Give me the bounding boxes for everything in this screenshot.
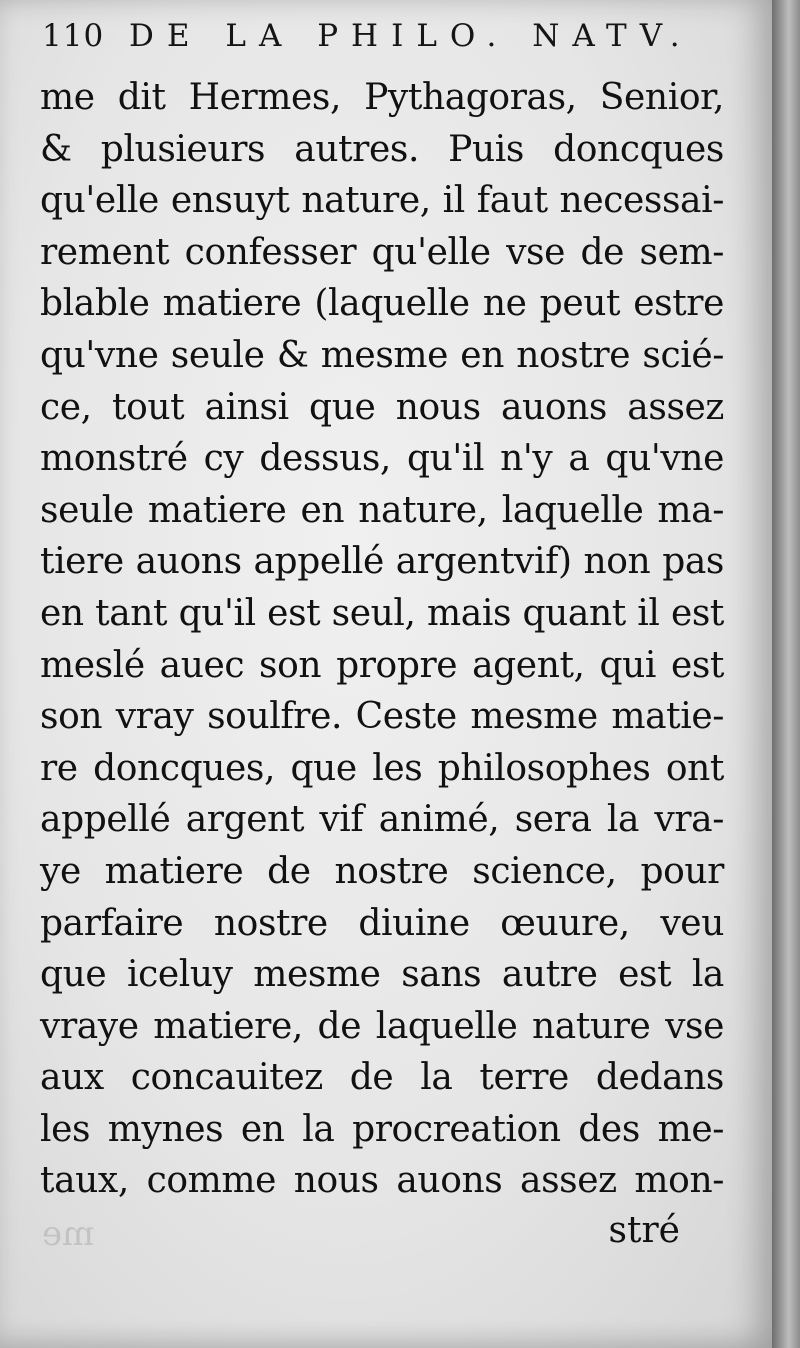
text-line: meslé auec son propre agent, qui est — [40, 644, 724, 686]
text-line: son vray soulfre. Ceste mesme matie- — [40, 696, 724, 738]
text-line: taux, comme nous auons assez mon- — [40, 1160, 724, 1202]
bleed-through-text: me — [42, 1214, 95, 1254]
page-number: 110 — [42, 18, 105, 54]
text-line: re doncques, que les philosophes ont — [40, 747, 724, 789]
text-line: ce, tout ainsi que nous auons assez — [40, 386, 724, 428]
text-line: qu'vne seule & mesme en nostre scié- — [40, 334, 724, 376]
text-line: seule matiere en nature, laquelle ma- — [40, 489, 724, 531]
text-line: les mynes en la procreation des me- — [40, 1108, 724, 1150]
text-line: ye matiere de nostre science, pour — [40, 850, 724, 892]
text-line: aux concauitez de la terre dedans — [40, 1057, 724, 1099]
text-line: rement confesser qu'elle vse de sem- — [40, 231, 724, 273]
text-line: tiere auons appellé argentvif) non pas — [40, 541, 724, 583]
text-line: appellé argent vif animé, sera la vra- — [40, 799, 724, 841]
running-head — [42, 18, 722, 62]
text-line: blable matiere (laquelle ne peut estre — [40, 283, 724, 325]
text-line: qu'elle ensuyt nature, il faut necessai- — [40, 180, 724, 222]
body-text — [40, 72, 724, 1207]
text-line: monstré cy dessus, qu'il n'y a qu'vne — [40, 438, 724, 480]
page-gutter-shadow — [772, 0, 800, 1348]
text-line: me dit Hermes, Pythagoras, Senior, — [40, 77, 724, 118]
catchword: stré — [608, 1210, 680, 1251]
text-line: parfaire nostre diuine œuure, veu — [40, 902, 724, 944]
text-line: en tant qu'il est seul, mais quant il est — [40, 592, 724, 634]
text-line: & plusieurs autres. Puis doncques — [40, 128, 724, 170]
text-line: que iceluy mesme sans autre est la — [40, 954, 724, 996]
text-line: vraye matiere, de laquelle nature vse — [40, 1005, 724, 1047]
running-title: DE LA PHILO. NATV. — [129, 18, 693, 54]
